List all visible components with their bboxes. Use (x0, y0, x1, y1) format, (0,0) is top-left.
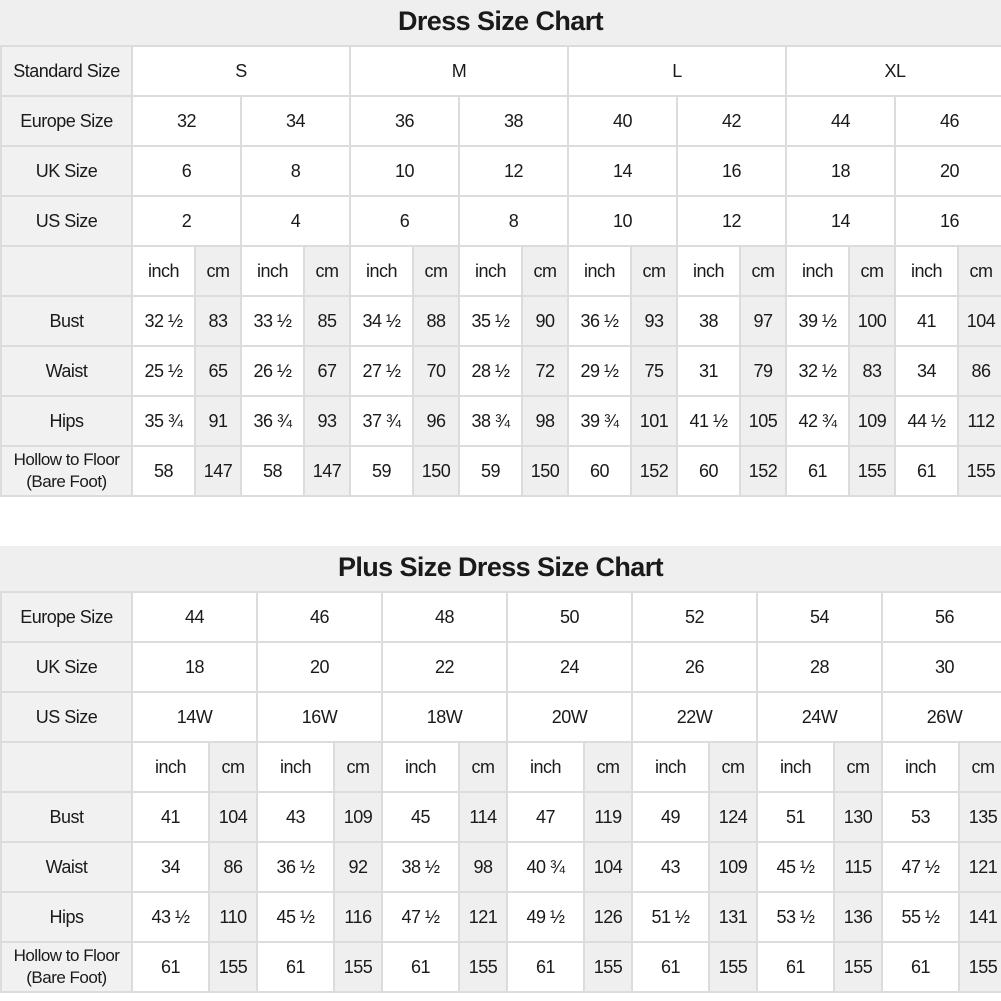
size-cell: 22 (382, 642, 507, 692)
measurement-cell: 124 (709, 792, 757, 842)
measurement-cell: 60 (677, 446, 740, 496)
measurement-cell: 155 (459, 942, 507, 992)
size-cell: 26W (882, 692, 1001, 742)
unit-header: cm (849, 246, 895, 296)
unit-row (1, 246, 1001, 296)
size-cell: 54 (757, 592, 882, 642)
unit-header: inch (132, 246, 195, 296)
measurement-row (1, 446, 1001, 496)
measurement-cell: 44 ½ (895, 396, 958, 446)
row-label: Europe Size (1, 96, 132, 146)
size-row (1, 96, 1001, 146)
unit-header: cm (459, 742, 507, 792)
measurement-cell: 83 (849, 346, 895, 396)
size-table (0, 591, 1001, 993)
measurement-cell: 38 ½ (382, 842, 459, 892)
measurement-cell: 26 ½ (241, 346, 304, 396)
measurement-cell: 32 ½ (786, 346, 849, 396)
standard-size-row (1, 46, 1001, 96)
measurement-cell: 155 (959, 942, 1001, 992)
row-label: UK Size (1, 642, 132, 692)
measurement-cell: 49 (632, 792, 709, 842)
size-cell: 36 (350, 96, 459, 146)
measurement-cell: 49 ½ (507, 892, 584, 942)
size-row (1, 146, 1001, 196)
unit-header: inch (677, 246, 740, 296)
row-label: Bust (1, 792, 132, 842)
measurement-cell: 58 (132, 446, 195, 496)
measurement-cell: 47 ½ (382, 892, 459, 942)
measurement-cell: 36 ½ (257, 842, 334, 892)
measurement-cell: 45 ½ (757, 842, 834, 892)
measurement-row (1, 892, 1001, 942)
plus-size-dress-size-chart (0, 546, 1001, 993)
size-cell: 14 (568, 146, 677, 196)
unit-header: inch (507, 742, 584, 792)
size-cell: 20 (257, 642, 382, 692)
measurement-cell: 155 (834, 942, 882, 992)
measurement-cell: 98 (522, 396, 568, 446)
size-cell: 12 (677, 196, 786, 246)
row-label: Hollow to Floor (Bare Foot) (1, 446, 132, 496)
size-cell: 10 (568, 196, 677, 246)
measurement-cell: 31 (677, 346, 740, 396)
measurement-cell: 136 (834, 892, 882, 942)
size-cell: 30 (882, 642, 1001, 692)
size-cell: 48 (382, 592, 507, 642)
measurement-cell: 36 ½ (568, 296, 631, 346)
measurement-cell: 112 (958, 396, 1001, 446)
unit-header: inch (350, 246, 413, 296)
unit-header: inch (257, 742, 334, 792)
measurement-cell: 47 (507, 792, 584, 842)
measurement-cell: 150 (522, 446, 568, 496)
measurement-cell: 51 ½ (632, 892, 709, 942)
measurement-cell: 34 (132, 842, 209, 892)
measurement-cell: 79 (740, 346, 786, 396)
measurement-cell: 32 ½ (132, 296, 195, 346)
row-label: Hips (1, 892, 132, 942)
measurement-cell: 135 (959, 792, 1001, 842)
measurement-cell: 155 (849, 446, 895, 496)
measurement-cell: 121 (459, 892, 507, 942)
unit-header: cm (834, 742, 882, 792)
measurement-cell: 36 ¾ (241, 396, 304, 446)
measurement-cell: 98 (459, 842, 507, 892)
measurement-cell: 130 (834, 792, 882, 842)
unit-header: cm (209, 742, 257, 792)
row-label: US Size (1, 196, 132, 246)
measurement-cell: 61 (632, 942, 709, 992)
size-cell: 2 (132, 196, 241, 246)
measurement-cell: 47 ½ (882, 842, 959, 892)
measurement-cell: 116 (334, 892, 382, 942)
measurement-row (1, 792, 1001, 842)
measurement-cell: 61 (507, 942, 584, 992)
measurement-cell: 104 (209, 792, 257, 842)
measurement-row (1, 942, 1001, 992)
measurement-cell: 37 ¾ (350, 396, 413, 446)
measurement-cell: 29 ½ (568, 346, 631, 396)
unit-header: inch (132, 742, 209, 792)
unit-header: cm (334, 742, 382, 792)
size-cell: 18W (382, 692, 507, 742)
unit-header: cm (709, 742, 757, 792)
size-cell: 14 (786, 196, 895, 246)
size-cell: 20W (507, 692, 632, 742)
unit-header: inch (632, 742, 709, 792)
measurement-cell: 58 (241, 446, 304, 496)
chart-separator (0, 506, 1001, 546)
size-cell: L (568, 46, 786, 96)
size-cell: 24W (757, 692, 882, 742)
size-cell: 50 (507, 592, 632, 642)
measurement-cell: 147 (195, 446, 241, 496)
measurement-cell: 42 ¾ (786, 396, 849, 446)
unit-header: inch (895, 246, 958, 296)
measurement-cell: 110 (209, 892, 257, 942)
size-row (1, 642, 1001, 692)
measurement-cell: 131 (709, 892, 757, 942)
unit-header: inch (568, 246, 631, 296)
measurement-cell: 93 (631, 296, 677, 346)
measurement-cell: 152 (740, 446, 786, 496)
measurement-cell: 61 (257, 942, 334, 992)
measurement-cell: 90 (522, 296, 568, 346)
measurement-cell: 104 (958, 296, 1001, 346)
measurement-cell: 41 (132, 792, 209, 842)
measurement-cell: 101 (631, 396, 677, 446)
measurement-cell: 152 (631, 446, 677, 496)
size-cell: 18 (786, 146, 895, 196)
size-cell: S (132, 46, 350, 96)
measurement-cell: 53 (882, 792, 959, 842)
size-cell: 42 (677, 96, 786, 146)
measurement-cell: 65 (195, 346, 241, 396)
dress-size-chart (0, 0, 1001, 497)
unit-header: cm (740, 246, 786, 296)
measurement-cell: 70 (413, 346, 459, 396)
size-cell: 32 (132, 96, 241, 146)
measurement-cell: 61 (757, 942, 834, 992)
size-cell: 34 (241, 96, 350, 146)
size-cell: 52 (632, 592, 757, 642)
chart-title: Dress Size Chart (0, 0, 1001, 45)
measurement-cell: 114 (459, 792, 507, 842)
unit-header: inch (241, 246, 304, 296)
measurement-cell: 83 (195, 296, 241, 346)
measurement-cell: 55 ½ (882, 892, 959, 942)
measurement-cell: 97 (740, 296, 786, 346)
unit-header: cm (522, 246, 568, 296)
row-label: UK Size (1, 146, 132, 196)
measurement-cell: 141 (959, 892, 1001, 942)
measurement-cell: 121 (959, 842, 1001, 892)
measurement-cell: 39 ½ (786, 296, 849, 346)
unit-header: cm (959, 742, 1001, 792)
measurement-cell: 86 (209, 842, 257, 892)
size-cell: 8 (241, 146, 350, 196)
size-cell: 12 (459, 146, 568, 196)
row-label: Waist (1, 842, 132, 892)
row-label: Bust (1, 296, 132, 346)
unit-header: cm (958, 246, 1001, 296)
measurement-cell: 109 (709, 842, 757, 892)
measurement-row (1, 296, 1001, 346)
measurement-cell: 155 (958, 446, 1001, 496)
measurement-cell: 61 (882, 942, 959, 992)
measurement-cell: 41 (895, 296, 958, 346)
size-cell: 22W (632, 692, 757, 742)
measurement-cell: 45 (382, 792, 459, 842)
row-label (1, 742, 132, 792)
unit-header: inch (459, 246, 522, 296)
unit-header: inch (882, 742, 959, 792)
measurement-cell: 53 ½ (757, 892, 834, 942)
measurement-cell: 155 (334, 942, 382, 992)
measurement-cell: 41 ½ (677, 396, 740, 446)
measurement-cell: 51 (757, 792, 834, 842)
measurement-cell: 150 (413, 446, 459, 496)
size-cell: 6 (350, 196, 459, 246)
measurement-cell: 38 ¾ (459, 396, 522, 446)
measurement-cell: 86 (958, 346, 1001, 396)
size-row (1, 692, 1001, 742)
measurement-cell: 100 (849, 296, 895, 346)
measurement-cell: 96 (413, 396, 459, 446)
row-label: Standard Size (1, 46, 132, 96)
size-cell: 8 (459, 196, 568, 246)
size-cell: XL (786, 46, 1001, 96)
size-cell: 16W (257, 692, 382, 742)
unit-header: inch (757, 742, 834, 792)
measurement-cell: 85 (304, 296, 350, 346)
measurement-cell: 93 (304, 396, 350, 446)
unit-row (1, 742, 1001, 792)
size-cell: 20 (895, 146, 1001, 196)
row-label: Europe Size (1, 592, 132, 642)
size-cell: 24 (507, 642, 632, 692)
size-cell: 44 (132, 592, 257, 642)
measurement-cell: 39 ¾ (568, 396, 631, 446)
measurement-cell: 59 (459, 446, 522, 496)
measurement-cell: 126 (584, 892, 632, 942)
measurement-cell: 35 ½ (459, 296, 522, 346)
unit-header: inch (786, 246, 849, 296)
measurement-cell: 61 (132, 942, 209, 992)
measurement-cell: 43 (257, 792, 334, 842)
measurement-cell: 34 (895, 346, 958, 396)
size-cell: 16 (677, 146, 786, 196)
size-table (0, 45, 1001, 497)
size-row (1, 592, 1001, 642)
measurement-cell: 27 ½ (350, 346, 413, 396)
measurement-cell: 40 ¾ (507, 842, 584, 892)
size-cell: 26 (632, 642, 757, 692)
measurement-cell: 45 ½ (257, 892, 334, 942)
measurement-cell: 72 (522, 346, 568, 396)
measurement-cell: 35 ¾ (132, 396, 195, 446)
unit-header: cm (413, 246, 459, 296)
measurement-cell: 88 (413, 296, 459, 346)
size-cell: 56 (882, 592, 1001, 642)
measurement-cell: 119 (584, 792, 632, 842)
measurement-cell: 109 (849, 396, 895, 446)
measurement-cell: 61 (786, 446, 849, 496)
row-label: Waist (1, 346, 132, 396)
size-cell: 40 (568, 96, 677, 146)
unit-header: cm (631, 246, 677, 296)
size-cell: 6 (132, 146, 241, 196)
unit-header: inch (382, 742, 459, 792)
measurement-cell: 92 (334, 842, 382, 892)
measurement-row (1, 346, 1001, 396)
chart-title: Plus Size Dress Size Chart (0, 546, 1001, 591)
size-cell: 44 (786, 96, 895, 146)
row-label: US Size (1, 692, 132, 742)
size-cell: 18 (132, 642, 257, 692)
size-cell: 46 (257, 592, 382, 642)
measurement-cell: 67 (304, 346, 350, 396)
row-label (1, 246, 132, 296)
measurement-cell: 28 ½ (459, 346, 522, 396)
size-cell: M (350, 46, 568, 96)
measurement-cell: 155 (209, 942, 257, 992)
measurement-cell: 75 (631, 346, 677, 396)
measurement-cell: 38 (677, 296, 740, 346)
size-row (1, 196, 1001, 246)
measurement-cell: 147 (304, 446, 350, 496)
unit-header: cm (304, 246, 350, 296)
measurement-cell: 109 (334, 792, 382, 842)
measurement-cell: 59 (350, 446, 413, 496)
measurement-cell: 104 (584, 842, 632, 892)
size-cell: 16 (895, 196, 1001, 246)
measurement-cell: 105 (740, 396, 786, 446)
unit-header: cm (195, 246, 241, 296)
measurement-row (1, 842, 1001, 892)
size-cell: 14W (132, 692, 257, 742)
measurement-cell: 34 ½ (350, 296, 413, 346)
measurement-cell: 43 ½ (132, 892, 209, 942)
measurement-cell: 43 (632, 842, 709, 892)
measurement-cell: 61 (382, 942, 459, 992)
size-cell: 28 (757, 642, 882, 692)
unit-header: cm (584, 742, 632, 792)
measurement-cell: 25 ½ (132, 346, 195, 396)
measurement-cell: 60 (568, 446, 631, 496)
measurement-cell: 115 (834, 842, 882, 892)
measurement-cell: 91 (195, 396, 241, 446)
row-label: Hips (1, 396, 132, 446)
size-cell: 46 (895, 96, 1001, 146)
size-cell: 38 (459, 96, 568, 146)
measurement-cell: 155 (584, 942, 632, 992)
measurement-cell: 155 (709, 942, 757, 992)
size-cell: 10 (350, 146, 459, 196)
size-cell: 4 (241, 196, 350, 246)
measurement-cell: 61 (895, 446, 958, 496)
row-label: Hollow to Floor (Bare Foot) (1, 942, 132, 992)
measurement-row (1, 396, 1001, 446)
measurement-cell: 33 ½ (241, 296, 304, 346)
